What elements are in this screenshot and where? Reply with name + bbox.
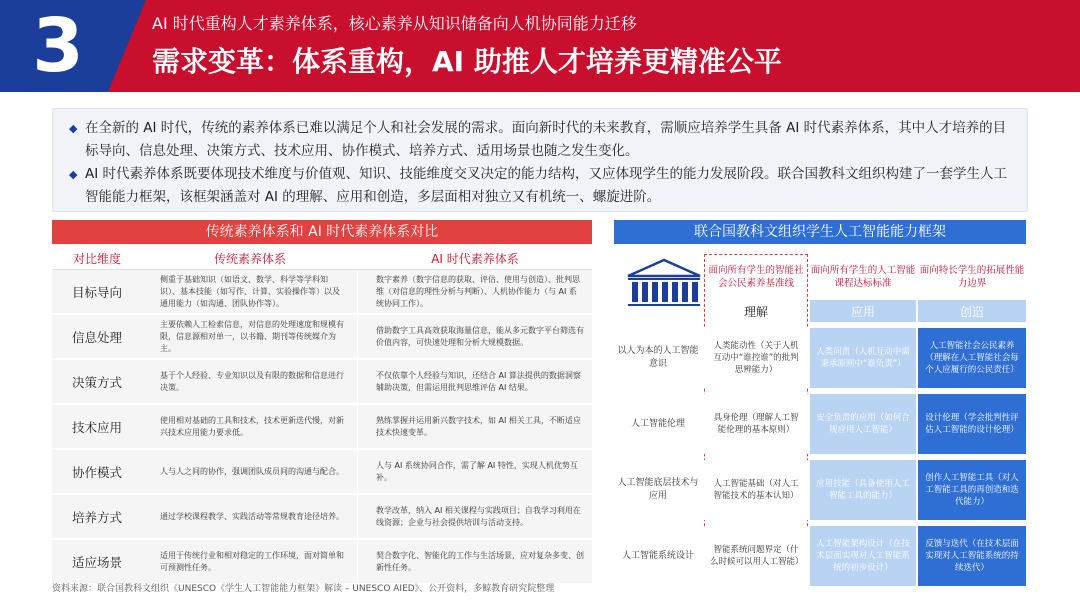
table-row <box>52 540 592 583</box>
ai-cell: 人与 AI 系统协同合作，需了解 AI 特性，实现人机优势互补。 <box>376 460 578 482</box>
framework-cell: 人工智能基础（对人工智能技术的基本认知） <box>704 460 808 520</box>
ai-cell: 熟练掌握并运用新兴数字技术，如 AI 相关工具，不断适应技术快速变革。 <box>376 415 581 437</box>
ai-cell: 契合数字化、智能化的工作与生活场景，应对复杂多变、创新性任务。 <box>376 550 584 572</box>
framework-row-label: 人工智能系统设计 <box>621 550 694 561</box>
section-number: 3 <box>32 3 84 89</box>
framework-cell: 人工智能架构设计（在技术层面实现对人工智能系统的初步设计） <box>810 526 916 586</box>
framework-cell: 反馈与迭代（在技术层面实现对人工智能系统的持续迭代） <box>918 526 1026 586</box>
header-subtitle: AI 时代重构人才素养体系，核心素养从知识储备向人机协同能力迁移 <box>152 14 637 33</box>
framework-column-header: 面向所有学生的人工智能课程达标标准 <box>810 265 916 289</box>
traditional-cell: 基于个人经验、专业知识以及有限的数据和信息进行决策。 <box>142 360 358 403</box>
dimension-cell: 协作模式 <box>71 464 122 480</box>
framework-cell: 人类问责（人机互动中需秉承原则中“谁负责”） <box>810 328 916 388</box>
dimension-cell: 技术应用 <box>71 419 122 435</box>
section-number-box <box>14 3 102 89</box>
framework-level-label: 理解 <box>704 300 808 322</box>
dimension-cell: 信息处理 <box>71 329 122 345</box>
framework-cell: 人类能动性（关于人机互动中“谁控谁”的批判思辨能力） <box>704 328 808 388</box>
traditional-cell: 人与人之间的协作，强调团队成员间的沟通与配合。 <box>142 450 358 493</box>
framework-level-label: 创造 <box>918 300 1026 322</box>
traditional-cell: 适用于传统行业和相对稳定的工作环境，面对简单和可预测性任务。 <box>142 540 358 583</box>
framework-cell: 应用技能（具备使用人工智能工具的能力） <box>810 460 916 520</box>
dimension-cell: 适应场景 <box>71 554 122 570</box>
ai-cell: 教学改革，纳入 AI 相关课程与实践项目；自我学习利用在线资源；企业与社会提供培训与活动支持。 <box>376 505 581 527</box>
framework-cell: 智能系统问题界定（什么时候可以用人工智能） <box>704 526 808 586</box>
intro-box <box>52 108 1028 212</box>
framework-cell: 人工智能社会公民素养（理解在人工智能社会每个人应履行的公民责任） <box>918 328 1026 388</box>
unesco-logo <box>622 256 706 312</box>
framework-row-label: 人工智能底层技术与应用 <box>617 478 699 501</box>
table-row <box>52 360 592 403</box>
comparison-table <box>52 248 592 585</box>
framework-cell: 设计伦理（学会批判性评估人工智能的设计伦理） <box>918 394 1026 454</box>
ai-cell: 借助数字工具高效获取海量信息，能从多元数字平台筛选有价值内容，可快速处理和分析大规模数据。 <box>376 325 584 347</box>
source-note: 资料来源：联合国教科文组织《UNESCO《学生人工智能能力框架》解读 – UNESCO AIED》、公开资料，多鲸教育研究院整理 <box>52 584 555 594</box>
header-dimension: 对比维度 <box>72 251 121 266</box>
header-ai: AI 时代素养体系 <box>431 251 519 266</box>
framework-column-header: 面向所有学生的智能社会公民素养基准线 <box>708 265 804 289</box>
header-bar <box>0 0 1080 92</box>
framework-row-label: 人工智能伦理 <box>630 418 685 429</box>
comparison-banner: 传统素养体系和 AI 时代素养体系对比 <box>52 220 592 244</box>
framework-banner: 联合国教科文组织学生人工智能能力框架 <box>614 220 1026 244</box>
intro-bullet <box>69 163 1013 209</box>
intro-bullet-text: 在全新的 AI 时代，传统的素养体系已难以满足个人和社会发展的需求。面向新时代的未来教育，需顺应培养学生具备 AI 时代素养体系，其中人才培养的目标导向、信息处理、决策方式、技术应用、协作模式、培养方式、适用场景也随之发生变化。 <box>85 120 1007 159</box>
ai-cell: 不仅依靠个人经验与知识，还结合 AI 算法提供的数据洞察辅助决策，但需运用批判思维评估 AI 结果。 <box>376 370 581 392</box>
dimension-cell: 决策方式 <box>71 374 122 390</box>
table-row <box>52 495 592 538</box>
framework-grid <box>614 248 1026 576</box>
traditional-cell: 使用相对基础的工具和技术，技术更新迭代慢，对新兴技术应用能力要求低。 <box>142 405 358 448</box>
dimension-cell: 目标导向 <box>71 284 122 300</box>
framework-cell: 安全负责的应用（如何合规应用人工智能） <box>810 394 916 454</box>
framework-cell: 创作人工智能工具（对人工智能工具的再创造和迭代能力） <box>918 460 1026 520</box>
intro-bullet-text: AI 时代素养体系既要体现技术维度与价值观、知识、技能维度交叉决定的能力结构，又应体现学生的能力发展阶段。联合国教科文组织构建了一套学生人工智能能力框架，该框架涵盖对 AI 的理解、应用和创造，多层面相对独立又有机统一、螺旋进阶。 <box>85 166 1008 205</box>
traditional-cell: 侧重于基础知识（如语文、数学、科学等学科知识）、基本技能（如写作、计算、实验操作等）以及通用能力（如沟通、团队协作等）。 <box>142 270 358 313</box>
framework-column-header: 面向特长学生的拓展性能力边界 <box>919 265 1025 289</box>
intro-bullet <box>69 117 1013 163</box>
table-row <box>52 450 592 493</box>
table-header <box>52 248 592 270</box>
framework-level-label: 应用 <box>810 300 916 322</box>
table-row <box>52 270 592 313</box>
diamond-bullet-icon: ◆ <box>69 122 78 135</box>
framework-row-label: 以人为本的人工智能意识 <box>617 346 699 369</box>
header-traditional: 传统素养体系 <box>213 251 286 266</box>
traditional-cell: 通过学校课程教学、实践活动等常规教育途径培养。 <box>142 495 358 538</box>
table-row <box>52 315 592 358</box>
framework-cell: 具身伦理（理解人工智能伦理的基本原则） <box>704 394 808 454</box>
ai-cell: 数字素养（数字信息的获取、评估、使用与创造）、批判思维（对信息的理性分析与判断）、人机协作能力（与 AI 系统协同工作）。 <box>376 274 580 308</box>
traditional-cell: 主要依赖人工检索信息，对信息的处理速度和规模有限，信息源相对单一，以书籍、期刊等传统媒介为主。 <box>142 315 358 358</box>
page-title: 需求变革：体系重构，AI 助推人才培养更精准公平 <box>152 45 782 78</box>
diamond-bullet-icon: ◆ <box>69 168 78 181</box>
table-row <box>52 405 592 448</box>
dimension-cell: 培养方式 <box>71 509 122 525</box>
